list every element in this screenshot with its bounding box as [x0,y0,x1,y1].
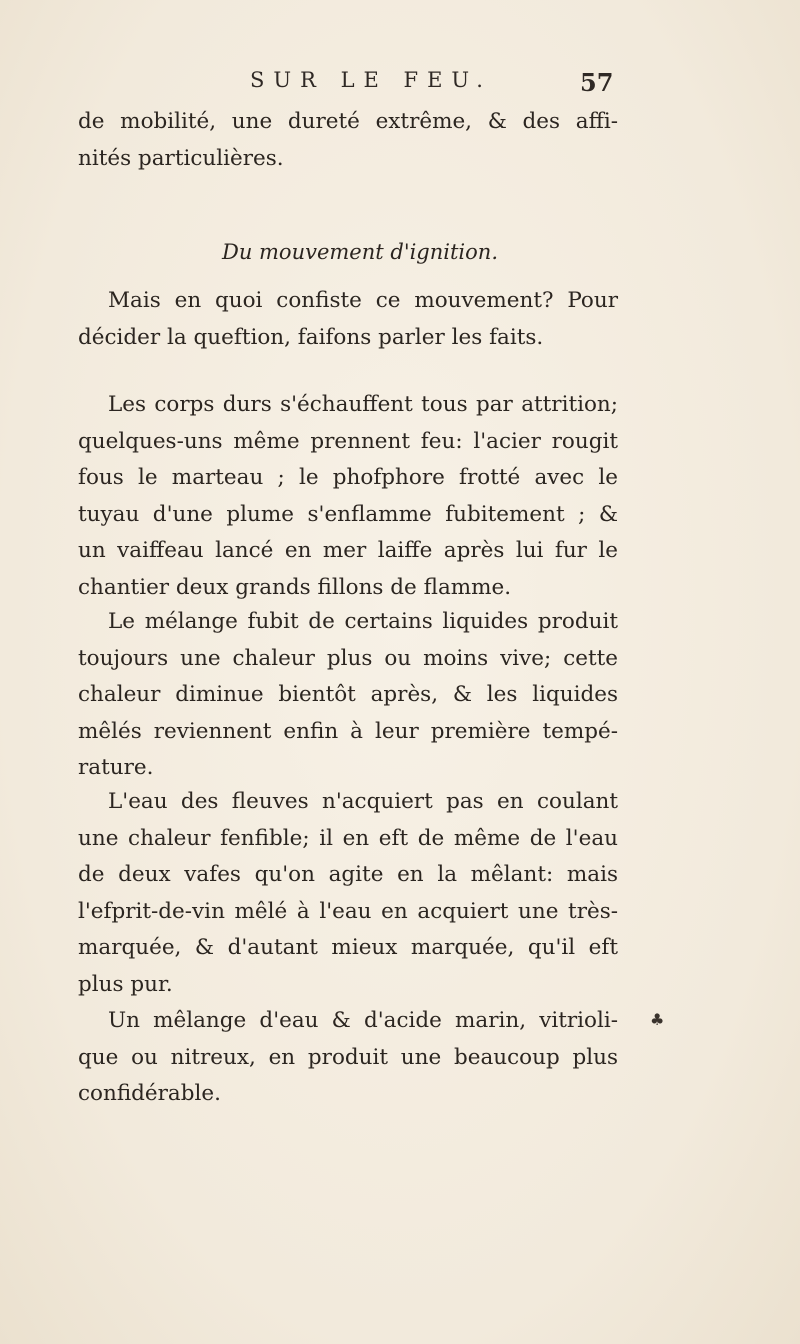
page-header [0,68,800,102]
section-heading: Du mouvement d'ignition. [221,240,498,264]
text-line: de mobilité, une dureté extrême, & des affi- [78,109,618,134]
text-line: L'eau des fleuves n'acquiert pas en coulant [108,789,618,814]
paragraph-eau [78,784,618,1003]
text-line: rature. [78,755,154,780]
text-line: chantier deux grands fillons de flamme. [78,574,512,600]
paragraph-mais [78,283,618,356]
paragraph-corps [78,387,618,606]
text-line: Le mélange fubit de certains liquides produit [108,609,618,634]
text-line: une chaleur fenfible; il en eft de même de l'eau [78,825,618,851]
text-line: quelques-uns même prennent feu: l'acier rougit [78,428,618,454]
page-number: 57 [580,68,614,97]
text-line: Un mêlange d'eau & d'acide marin, vitrioli- [108,1008,618,1033]
paragraph-intro [78,104,618,177]
paragraph-melange [78,604,618,787]
text-line: chaleur diminue bientôt après, & les liquides [78,682,618,707]
paragraph-acide [78,1003,618,1113]
text-line: fous le marteau ; le phofphore frotté avec le [78,465,618,490]
text-line: l'efprit-de-vin mêlé à l'eau en acquiert une très- [78,898,618,924]
text-line: Mais en quoi confiste ce mouvement? Pour [108,288,618,313]
text-line: marquée, & d'autant mieux marquée, qu'il eft [78,935,618,960]
text-line: nités particulières. [78,145,284,171]
text-line: que ou nitreux, en produit une beaucoup plus [78,1044,618,1070]
text-line: mêlés reviennent enfin à leur première tempé- [78,718,618,744]
running-title: SUR LE FEU. [250,68,492,92]
text-line: décider la queftion, faifons parler les faits. [78,324,544,350]
text-line: Les corps durs s'échauffent tous par attrition; [108,392,618,417]
text-line: toujours une chaleur plus ou moins vive; cette [78,645,618,671]
text-line: confidérable. [78,1081,221,1106]
text-line: de deux vafes qu'on agite en la mêlant: mais [78,862,618,887]
text-line: tuyau d'une plume s'enflamme fubitement ; & [78,501,618,527]
text-line: un vaiffeau lancé en mer laiffe après lui fur le [78,538,618,563]
ink-blot-mark: ♣ [650,1010,665,1029]
text-line: plus pur. [78,971,173,997]
